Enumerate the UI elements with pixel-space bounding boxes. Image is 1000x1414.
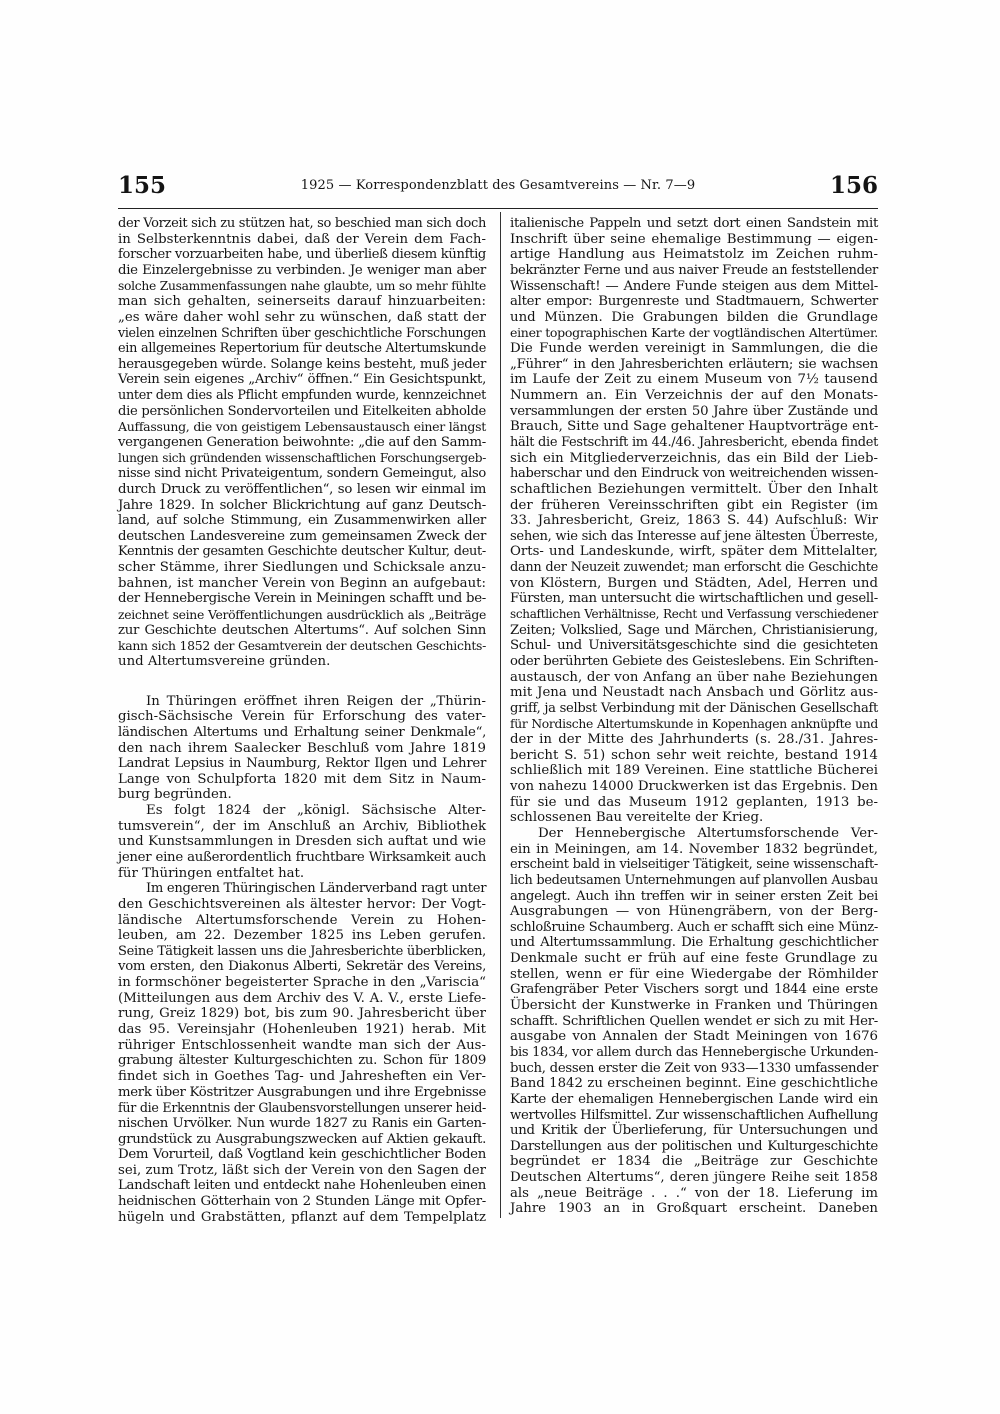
- text-line: land, auf solche Stimmung, ein Zusammenwirken aller: [118, 513, 486, 529]
- text-line: den Geschichtsvereinen als ältester hervor: Der Vogt-: [118, 896, 486, 912]
- text-line: und Altertumssammlung. Die Erhaltung geschichtlicher: [510, 935, 878, 951]
- text-line: Brauch, Sitte und Sage gehaltener Hauptvorträge ent-: [510, 419, 879, 435]
- text-line: man sich gehalten, seinerseits darauf hinzuarbeiten:: [118, 294, 486, 310]
- text-line: ein allgemeines Repertorium für deutsche Altertumskunde: [118, 341, 486, 357]
- text-line: ländischen Altertums und Erhaltung seiner Denkmale“,: [118, 724, 486, 740]
- text-line: der Hennebergische Verein in Meiningen schafft und be-: [118, 591, 486, 607]
- text-line: bericht S. 51) schon sehr weit reichte, bestand 1914: [510, 747, 878, 763]
- text-line: findet sich in Goethes Tag- und Jahresheften ein Ver-: [118, 1068, 486, 1084]
- text-line: kann sich 1852 der Gesamtverein der deutschen Geschichts-: [118, 638, 486, 654]
- text-line: buch, dessen erster die Zeit von 933—1330 umfassender: [510, 1060, 878, 1076]
- text-line: in formschöner begeisterter Sprache in den „Variscia“: [118, 975, 486, 991]
- text-line: burg begründen.: [118, 787, 232, 803]
- text-line: als „neue Beiträge . . .“ von der 18. Lieferung im: [510, 1185, 878, 1201]
- text-line: im Laufe der Zeit zu einem Museum von 7½ tausend: [510, 372, 878, 388]
- text-line: bahnen, ist mancher Verein von Beginn an aufgebaut:: [118, 575, 486, 591]
- right-column: [510, 216, 878, 1217]
- page-number-left: 155: [118, 172, 167, 199]
- text-line: nisse sind nicht Privateigentum, sondern Gemeingut, also: [118, 466, 486, 482]
- text-line: bekränzter Ferne und aus naiver Freude an feststellender: [510, 262, 878, 278]
- text-line: haberschar und den Eindruck von weitreichenden wissen-: [510, 466, 878, 482]
- text-line: italienische Pappeln und setzt dort einen Sandstein mit: [510, 216, 878, 231]
- text-line: wertvolles Hilfsmittel. Zur wissenschaftlichen Aufhellung: [510, 1107, 878, 1123]
- text-line: vom ersten, den Diakonus Alberti, Sekretär des Vereins,: [118, 959, 486, 975]
- text-line: und Altertumsvereine gründen.: [118, 653, 331, 669]
- text-line: Jahre 1829. In solcher Blickrichtung auf ganz Deutsch-: [118, 497, 486, 513]
- text-line: 33. Jahresbericht, Greiz, 1863 S. 44) Aufschluß: Wir: [510, 513, 878, 529]
- text-line: einer topographischen Karte der vogtländischen Altertümer.: [510, 325, 878, 341]
- text-line: Ausgrabungen — von Hünengräbern, von der Berg-: [510, 904, 878, 920]
- text-line: Denkmale sucht er früh auf eine feste Grundlage zu: [510, 951, 878, 967]
- text-line: Landrat Lepsius in Naumburg, Rektor Ilgen und Lehrer: [118, 756, 486, 772]
- text-line: Seine Tätigkeit lassen uns die Jahresberichte überblicken,: [118, 943, 486, 959]
- text-line: deutschen Landesvereine zum gemeinsamen Zweck der: [118, 528, 486, 544]
- text-line: artige Handlung aus Heimatstolz im Zeichen ruhm-: [510, 247, 878, 263]
- text-line: solche Zusammenfassungen nahe glaubte, um so mehr fühlte: [118, 278, 486, 293]
- text-line: forscher vorzuarbeiten habe, und überließ diesem künftig: [118, 247, 486, 263]
- text-line: der in der Mitte des Jahrhunderts (s. 28./31. Jahres-: [510, 732, 878, 748]
- text-line: Schul- und Universitätsgeschichte sind die gesichteten: [510, 638, 878, 654]
- text-line: scher Stämme, ihrer Siedlungen und Schicksale anzu-: [118, 560, 486, 576]
- text-line: zur Geschichte deutschen Altertums“. Auf solchen Sinn: [118, 622, 486, 638]
- text-line: Inschrift über seine ehemalige Bestimmung — eigen-: [510, 231, 878, 247]
- text-line: Orts- und Landeskunde, wirft, später dem Mittelalter,: [510, 544, 878, 560]
- text-line: Wissenschaft! — Andere Funde steigen aus dem Mittel-: [510, 278, 878, 294]
- text-line: die persönlichen Sondervorteilen und Eitelkeiten abholde: [118, 403, 486, 419]
- text-line: die Einzelergebnisse zu verbinden. Je weniger man aber: [118, 262, 486, 278]
- text-line: Im engeren Thüringischen Länderverband ragt unter: [146, 881, 487, 897]
- text-line: merk über Köstritzer Ausgrabungen und ihre Ergebnisse: [118, 1084, 486, 1100]
- text-line: Auffassung, die von geistigem Lebensaustausch einer längst: [118, 419, 486, 435]
- text-line: von nahezu 14000 Druckwerken ist das Ergebnis. Den: [510, 779, 878, 795]
- text-line: sehen, wie sich das Interesse auf jene ältesten Überreste,: [510, 528, 878, 544]
- running-title: 1925 — Korrespondenzblatt des Gesamtvereins — Nr. 7—9: [300, 178, 696, 193]
- text-line: hält die Festschrift im 44./46. Jahresbericht, ebenda findet: [510, 434, 878, 450]
- column-divider: [500, 212, 501, 1218]
- text-line: Landschaft leiten und entdeckt nahe Hohenleuben einen: [118, 1178, 486, 1194]
- paragraph-gap: [118, 670, 486, 694]
- text-line: grundstück zu Ausgrabungszwecken auf Aktien gekauft.: [118, 1131, 486, 1147]
- text-line: schaftlichen Beziehungen vermittelt. Über den Inhalt: [510, 481, 878, 497]
- text-line: und Münzen. Die Grabungen bilden die Grundlage: [510, 309, 878, 325]
- text-line: ländische Altertumsforschende Verein zu Hohen-: [118, 912, 486, 928]
- text-line: und Kunstsammlungen in Dresden sich auftat und wie: [118, 834, 486, 850]
- text-line: alter empor: Burgenreste und Stadtmauern, Schwerter: [510, 294, 878, 310]
- text-line: unter dem dies als Pflicht empfunden wurde, kennzeichnet: [118, 388, 486, 404]
- text-line: Übersicht der Kunstwerke in Franken und Thüringen: [510, 998, 878, 1014]
- text-line: Lange von Schulpforta 1820 mit dem Sitz in Naum-: [118, 771, 486, 787]
- text-line: in Selbsterkenntnis dabei, daß der Verein dem Fach-: [118, 231, 486, 247]
- text-line: grabung ältester Kulturgeschichten zu. Schon für 1809: [118, 1053, 486, 1069]
- text-line: und Kritik der Überlieferung, für Untersuchungen und: [510, 1123, 878, 1139]
- text-line: schlossenen Bau vereitelte der Krieg.: [510, 810, 764, 826]
- text-line: der früheren Vereinsschriften gibt ein Register (im: [510, 497, 878, 513]
- text-line: schließlich mit 189 Vereinen. Eine stattliche Bücherei: [510, 763, 878, 779]
- text-line: ein in Meiningen, am 14. November 1832 begründet,: [510, 841, 878, 857]
- text-line: für sie und das Museum 1912 geplanten, 1913 be-: [510, 794, 878, 810]
- text-line: sei, zum Trotz, läßt sich der Verein von den Sagen der: [118, 1162, 486, 1178]
- text-line: (Mitteilungen aus dem Archiv des V. A. V., erste Liefe-: [118, 990, 486, 1006]
- text-line: gisch-Sächsische Verein für Erforschung des vater-: [118, 709, 486, 725]
- text-line: Grafengräber Peter Vischers sorgt und 1844 eine erste: [510, 982, 878, 998]
- text-line: für Nordische Altertumskunde in Kopenhagen anknüpfte und: [510, 716, 878, 731]
- header-rule: [118, 208, 878, 209]
- text-line: Deutschen Altertums“, deren jüngere Reihe seit 1858: [510, 1170, 878, 1186]
- text-line: leuben, am 22. Dezember 1825 ins Leben gerufen.: [118, 928, 486, 944]
- text-line: für Thüringen entfaltet hat.: [118, 865, 305, 881]
- text-line: griff, ja selbst Verbindung mit der Dänischen Gesellschaft: [510, 700, 878, 716]
- text-line: schafft. Schriftlichen Quellen wendet er sich zu mit Her-: [510, 1013, 878, 1029]
- text-line: von Klöstern, Burgen und Städten, Adel, Herren und: [510, 575, 878, 591]
- text-line: hügeln und Grabstätten, pflanzt auf dem Tempelplatz: [118, 1209, 486, 1225]
- text-line: Kenntnis der gesamten Geschichte deutscher Kultur, deut-: [118, 544, 486, 560]
- text-line: tumsverein“, der im Anschluß an Archiv, Bibliothek: [118, 818, 486, 834]
- text-line: versammlungen der ersten 50 Jahre über Zustände und: [510, 403, 878, 419]
- text-line: Die Funde werden vereinigt in Sammlungen, die die: [510, 341, 878, 357]
- text-line: heidnischen Götterhain von 2 Stunden Länge mit Opfer-: [118, 1194, 486, 1210]
- text-line: der Vorzeit sich zu stützen hat, so beschied man sich doch: [118, 216, 487, 231]
- text-line: Dem Vorurteil, daß Vogtland kein geschichtlicher Boden: [118, 1147, 486, 1163]
- text-line: bis 1834, vor allem durch das Hennebergische Urkunden-: [510, 1044, 879, 1060]
- text-line: mit Jena und Neustadt nach Ansbach und Görlitz aus-: [510, 685, 878, 701]
- text-line: schloßruine Schaumberg. Auch er schafft sich eine Münz-: [510, 919, 878, 935]
- text-line: nischen Urvölker. Nun wurde 1827 zu Ranis ein Garten-: [118, 1115, 486, 1131]
- text-line: durch Druck zu veröffentlichen“, so lesen wir einmal im: [118, 481, 486, 497]
- text-line: vergangenen Generation beiwohnte: „die auf den Samm-: [118, 434, 486, 450]
- text-line: angelegt. Auch ihn treffen wir in seiner ersten Zeit bei: [510, 888, 878, 904]
- text-line: rühriger Entschlossenheit wandte man sich der Aus-: [118, 1037, 486, 1053]
- text-line: erscheint bald in vielseitiger Tätigkeit, seine wissenschaft-: [510, 857, 878, 873]
- text-line: „Führer“ in den Jahresberichten erläutern; sie wachsen: [510, 356, 878, 372]
- text-line: den nach ihrem Saalecker Beschluß vom Jahre 1819: [118, 740, 486, 756]
- text-line: begründet er 1834 die „Beiträge zur Geschichte: [510, 1154, 878, 1170]
- text-line: sich ein Mitgliederverzeichnis, das ein Bild der Lieb-: [510, 450, 878, 466]
- text-line: herausgegeben würde. Solange keins besteht, muß jeder: [118, 356, 486, 372]
- text-line: In Thüringen eröffnet ihren Reigen der „Thürin-: [146, 693, 486, 709]
- text-line: lich bedeutsamen Unternehmungen auf planvollen Ausbau: [510, 872, 878, 888]
- text-line: „es wäre daher wohl sehr zu wünschen, daß statt der: [118, 309, 486, 325]
- page-header: [118, 172, 878, 212]
- text-line: Der Hennebergische Altertumsforschende Ver-: [538, 825, 878, 841]
- text-line: Es folgt 1824 der „königl. Sächsische Alter-: [146, 803, 486, 819]
- text-line: für die Erkenntnis der Glaubensvorstellungen unserer heid-: [118, 1100, 486, 1116]
- text-line: Verein sein eigenes „Archiv“ öffnen.“ Ein Gesichtspunkt,: [118, 372, 486, 388]
- text-line: lungen sich gründenden wissenschaftlichen Forschungsergeb-: [118, 450, 486, 465]
- text-line: oder berührten Gebiete des Geisteslebens. Ein Schriften-: [510, 653, 878, 669]
- text-line: ausgabe von Annalen der Stadt Meiningen von 1676: [510, 1029, 878, 1045]
- text-line: stellen, wenn er für eine Wiedergabe der Römhilder: [510, 966, 878, 982]
- text-line: zeichnet seine Veröffentlichungen ausdrücklich als „Beiträge: [118, 607, 486, 623]
- left-column: [118, 216, 486, 1225]
- text-line: Band 1842 zu erscheinen beginnt. Eine geschichtliche: [510, 1076, 878, 1092]
- text-line: Zeiten; Volkslied, Sage und Märchen, Christianisierung,: [510, 622, 878, 638]
- text-line: Jahre 1903 an in Großquart erscheint. Daneben: [510, 1201, 878, 1217]
- text-line: schaftlichen Verhältnisse, Recht und Verfassung verschiedener: [510, 607, 878, 622]
- text-line: jener eine außerordentlich fruchtbare Wirksamkeit auch: [118, 849, 486, 865]
- text-line: Darstellungen aus der politischen und Kulturgeschichte: [510, 1138, 878, 1154]
- text-line: Fürsten, man untersucht die wirtschaftlichen und gesell-: [510, 591, 878, 607]
- text-line: vielen einzelnen Schriften über geschichtliche Forschungen: [118, 325, 486, 341]
- page-number-right: 156: [829, 172, 878, 199]
- text-line: Karte der ehemaligen Hennebergischen Lande wird ein: [510, 1091, 878, 1107]
- text-line: das 95. Vereinsjahr (Hohenleuben 1921) herab. Mit: [118, 1022, 486, 1038]
- text-line: Nummern an. Ein Verzeichnis der auf den Monats-: [510, 388, 878, 404]
- text-line: dann der Neuzeit zuwendet; man erforscht die Geschichte: [510, 560, 878, 576]
- text-line: rung, Greiz 1829) bot, bis zum 90. Jahresbericht über: [118, 1006, 486, 1022]
- text-line: austausch, der von Anfang an über nahe Beziehungen: [510, 669, 878, 685]
